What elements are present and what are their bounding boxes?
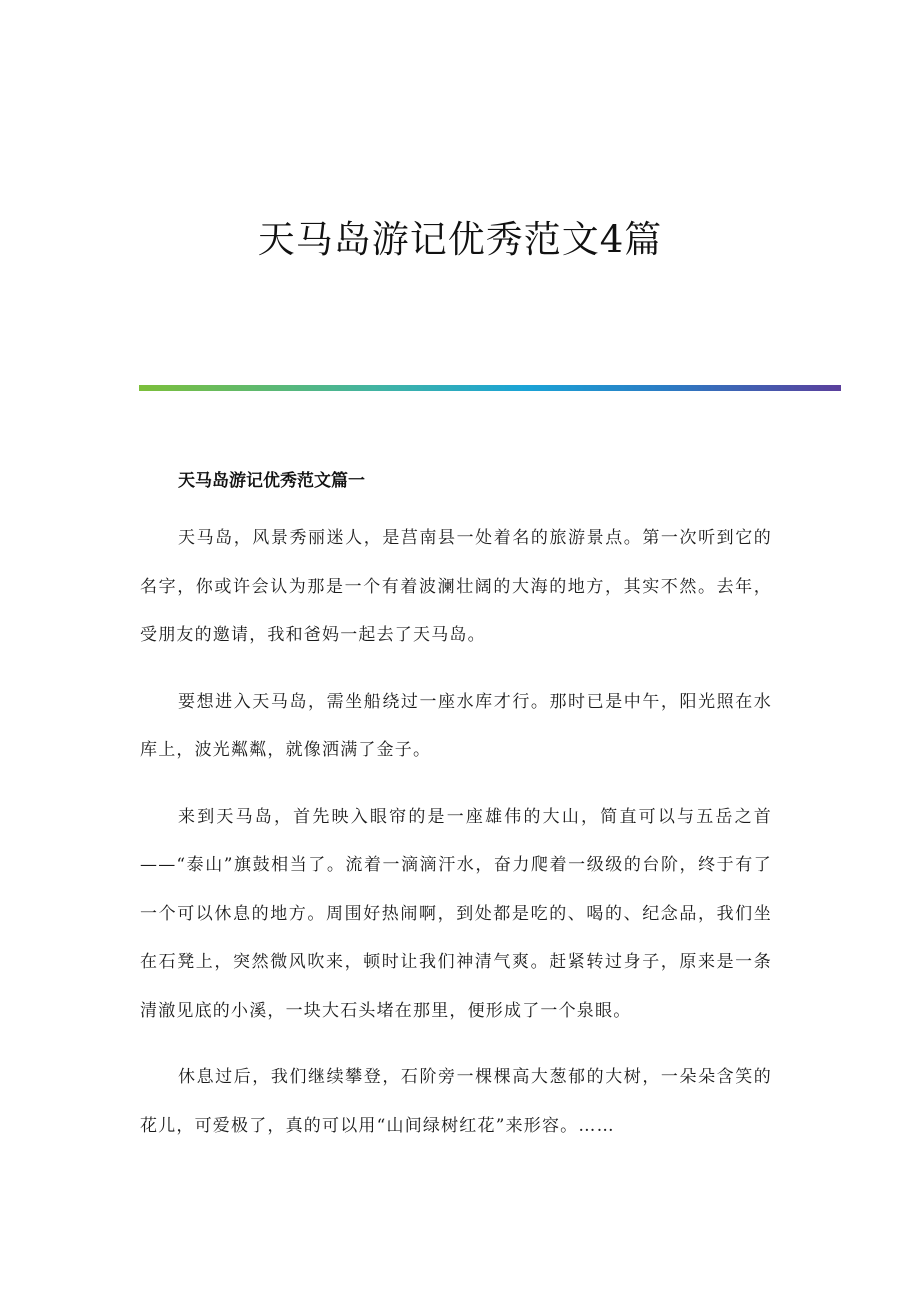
paragraph-1: 天马岛，风景秀丽迷人，是莒南县一处着名的旅游景点。第一次听到它的名字，你或许会认为那是一个有着波澜壮阔的大海的地方，其实不然。去年，受朋友的邀请，我和爸妈一起去了天马岛。 <box>140 528 772 645</box>
paragraph-3: 来到天马岛，首先映入眼帘的是一座雄伟的大山，简直可以与五岳之首——“泰山”旗鼓相当了。流着一滴滴汗水，奋力爬着一级级的台阶，终于有了一个可以休息的地方。周围好热闹啊，到处都是吃的、喝的、纪念品，我们坐在石凳上，突然微风吹来，顿时让我们神清气爽。赶紧转过身子，原来是一条清澈见底的小溪，一块大石头堵在那里，便形成了一个泉眼。 <box>140 806 772 1021</box>
paragraph-2: 要想进入天马岛，需坐船绕过一座水库才行。那时已是中午，阳光照在水库上，波光粼粼，就像洒满了金子。 <box>140 691 772 760</box>
document-title: 天马岛游记优秀范文4篇 <box>257 218 663 261</box>
section-heading: 天马岛游记优秀范文篇一 <box>178 471 365 491</box>
gradient-divider <box>139 385 841 391</box>
article-body <box>140 466 772 1168</box>
paragraph-4: 休息过后，我们继续攀登，石阶旁一棵棵高大葱郁的大树，一朵朵含笑的花儿，可爱极了，真的可以用“山间绿树红花”来形容。…… <box>140 1067 772 1136</box>
